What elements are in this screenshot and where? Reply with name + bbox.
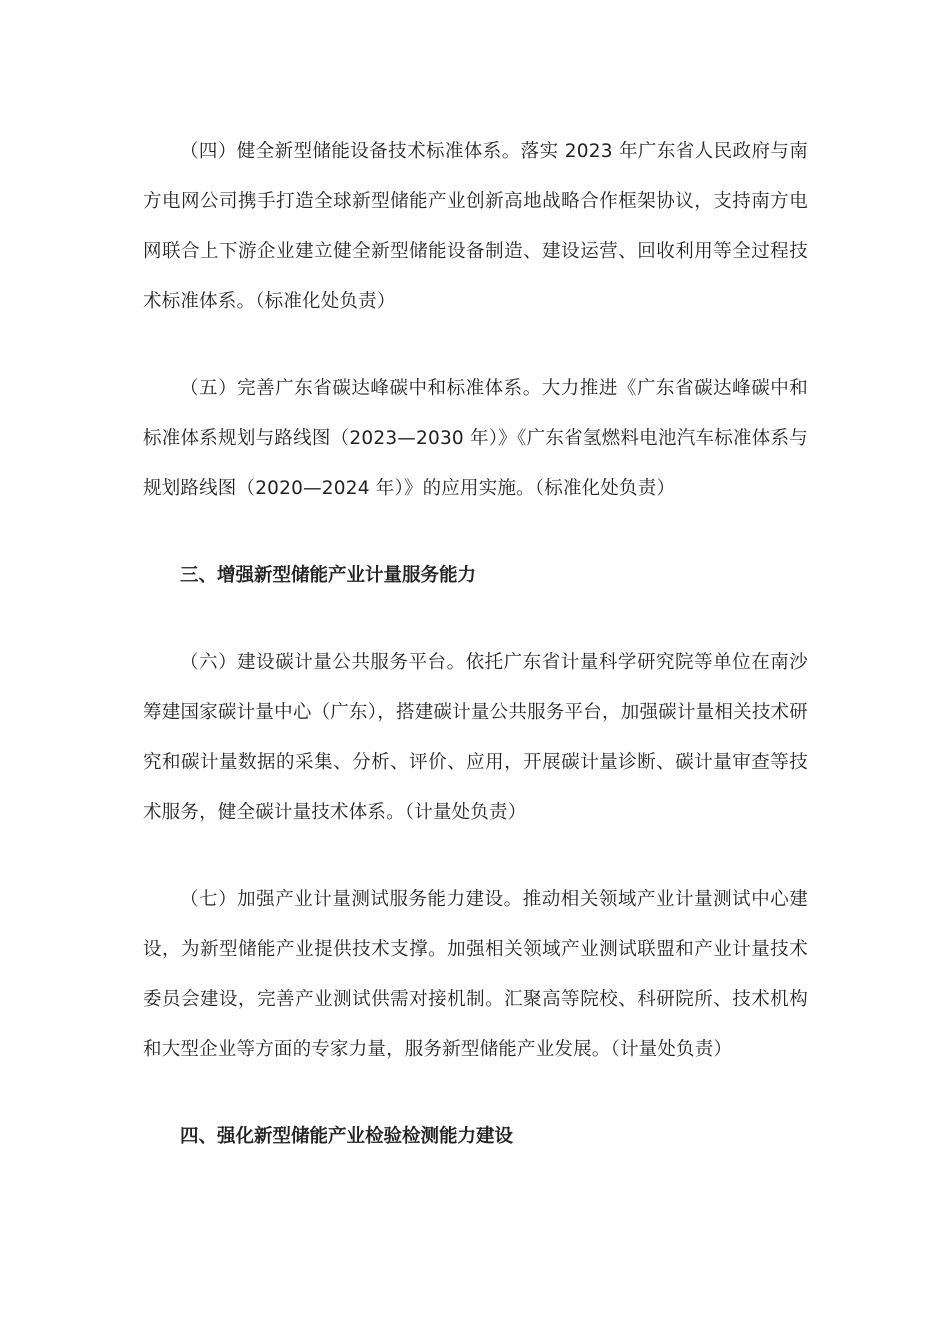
paragraph-7: （七）加强产业计量测试服务能力建设。推动相关领域产业计量测试中心建设，为新型储能产业提供技术支撑。加强相关领域产业测试联盟和产业计量技术委员会建设，完善产业测试供需对接机制。汇聚高等院校、科研院所、技术机构和大型企业等方面的专家力量，服务新型储能产业发展。（计量处负责）: [143, 889, 808, 1060]
paragraph-gap: [143, 838, 808, 875]
paragraph-5: （五）完善广东省碳达峰碳中和标准体系。大力推进《广东省碳达峰碳中和标准体系规划与路线图（2023—2030 年）》《广东省氢燃料电池汽车标准体系与规划路线图（2020—2024 年）》的应用实施。（标准化处负责）: [143, 378, 808, 499]
paragraph-gap: [143, 1075, 808, 1112]
document-body: [143, 127, 808, 1162]
section-heading-3: 三、增强新型储能产业计量服务能力: [180, 565, 477, 586]
paragraph-gap: [143, 327, 808, 364]
section-heading-4: 四、强化新型储能产业检验检测能力建设: [180, 1126, 514, 1147]
paragraph-gap: [143, 601, 808, 638]
paragraph-4: （四）健全新型储能设备技术标准体系。落实 2023 年广东省人民政府与南方电网公司携手打造全球新型储能产业创新高地战略合作框架协议，支持南方电网联合上下游企业建立健全新型储能设备制造、建设运营、回收利用等全过程技术标准体系。（标准化处负责）: [143, 141, 808, 312]
paragraph-gap: [143, 514, 808, 551]
paragraph-6: （六）建设碳计量公共服务平台。依托广东省计量科学研究院等单位在南沙筹建国家碳计量中心（广东），搭建碳计量公共服务平台，加强碳计量相关技术研究和碳计量数据的采集、分析、评价、应用，开展碳计量诊断、碳计量审查等技术服务，健全碳计量技术体系。（计量处负责）: [143, 652, 808, 823]
